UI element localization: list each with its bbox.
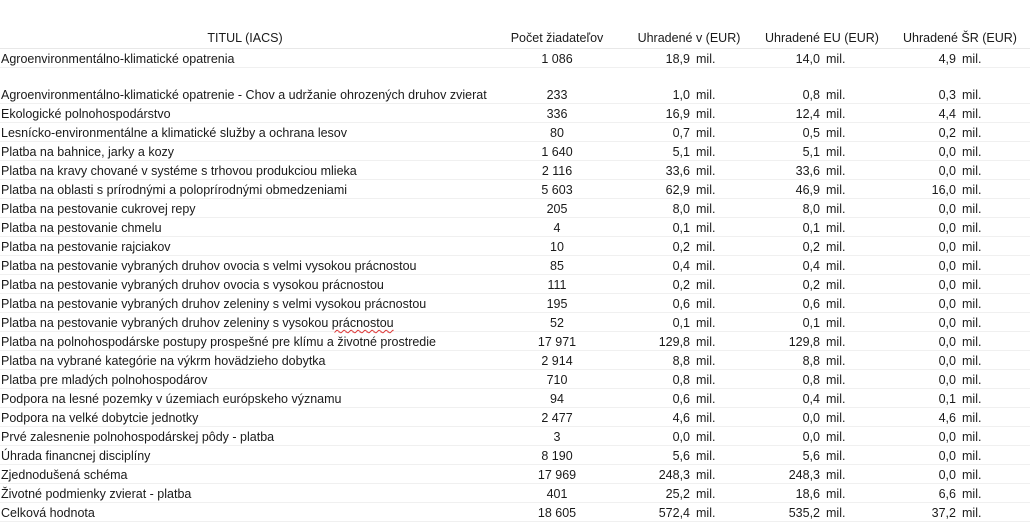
row-amount-total[interactable] [624, 123, 754, 142]
row-title[interactable]: Platba na pestovanie cukrovej repy [0, 199, 490, 218]
row-count[interactable]: 205 [490, 199, 624, 218]
row-amount-sr[interactable] [890, 218, 1030, 237]
row-amount-total[interactable] [624, 161, 754, 180]
amount-unit: mil. [826, 107, 846, 121]
amount-value: 0,0 [938, 278, 956, 292]
row-amount-total[interactable] [624, 503, 754, 522]
amount-value: 18,6 [795, 487, 820, 501]
row-amount-total[interactable] [624, 142, 754, 161]
row-amount-sr[interactable] [890, 427, 1030, 446]
row-count[interactable]: 94 [490, 389, 624, 408]
amount-unit: mil. [696, 373, 716, 387]
amount-value: 0,0 [802, 411, 820, 425]
row-title[interactable]: Agroenvironmentálno-klimatické opatrenie - Chov a udržanie ohrozených druhov zvierat [0, 68, 490, 104]
amount-value: 33,6 [795, 164, 820, 178]
table-row [0, 294, 1030, 313]
table-row [0, 427, 1030, 446]
row-amount-total[interactable] [624, 294, 754, 313]
row-amount-total[interactable] [624, 49, 754, 68]
row-amount-total[interactable] [624, 218, 754, 237]
row-amount-eu[interactable] [754, 237, 890, 256]
amount-unit: mil. [962, 373, 982, 387]
amount-unit: mil. [962, 354, 982, 368]
amount-unit: mil. [826, 278, 846, 292]
amount-unit: mil. [962, 145, 982, 159]
amount-value: 0,8 [802, 373, 820, 387]
row-amount-total[interactable] [624, 199, 754, 218]
amount-unit: mil. [696, 88, 716, 102]
amount-value: 0,6 [672, 297, 690, 311]
amount-value: 0,1 [802, 221, 820, 235]
row-count[interactable]: 111 [490, 275, 624, 294]
amount-unit: mil. [696, 278, 716, 292]
row-title[interactable]: Podpora na lesné pozemky v územiach európskeho významu [0, 389, 490, 408]
table-row [0, 332, 1030, 351]
amount-unit: mil. [962, 449, 982, 463]
amount-unit: mil. [962, 430, 982, 444]
amount-value: 0,0 [938, 335, 956, 349]
amount-value: 0,2 [802, 278, 820, 292]
amount-value: 6,6 [938, 487, 956, 501]
row-amount-sr[interactable] [890, 49, 1030, 68]
header-paid-total[interactable]: Uhradené v (EUR) [624, 28, 754, 49]
row-amount-eu[interactable] [754, 332, 890, 351]
row-title[interactable]: Podpora na velké dobytcie jednotky [0, 408, 490, 427]
amount-value: 8,0 [802, 202, 820, 216]
amount-unit: mil. [826, 354, 846, 368]
amount-value: 5,6 [802, 449, 820, 463]
row-count[interactable]: 17 971 [490, 332, 624, 351]
amount-value: 0,0 [938, 373, 956, 387]
amount-value: 0,4 [672, 259, 690, 273]
amount-value: 0,0 [938, 430, 956, 444]
row-title[interactable]: Platba na vybrané kategórie na výkrm hovädzieho dobytka [0, 351, 490, 370]
amount-unit: mil. [826, 88, 846, 102]
row-title[interactable]: Platba na bahnice, jarky a kozy [0, 142, 490, 161]
row-amount-sr[interactable] [890, 446, 1030, 465]
row-amount-eu[interactable] [754, 446, 890, 465]
amount-unit: mil. [696, 240, 716, 254]
amount-unit: mil. [826, 145, 846, 159]
amount-unit: mil. [826, 202, 846, 216]
amount-value: 5,1 [672, 145, 690, 159]
row-count[interactable]: 2 914 [490, 351, 624, 370]
row-amount-eu[interactable] [754, 389, 890, 408]
amount-unit: mil. [962, 392, 982, 406]
header-paid-eu[interactable]: Uhradené EU (EUR) [754, 28, 890, 49]
amount-unit: mil. [696, 145, 716, 159]
amount-unit: mil. [826, 316, 846, 330]
table-row [0, 275, 1030, 294]
row-count[interactable]: 80 [490, 123, 624, 142]
amount-unit: mil. [962, 468, 982, 482]
row-amount-eu[interactable] [754, 104, 890, 123]
table-row [0, 49, 1030, 68]
header-title[interactable]: TITUL (IACS) [0, 28, 490, 49]
amount-unit: mil. [696, 221, 716, 235]
table-row [0, 256, 1030, 275]
table-row [0, 408, 1030, 427]
amount-unit: mil. [826, 221, 846, 235]
amount-unit: mil. [826, 297, 846, 311]
row-amount-sr[interactable] [890, 256, 1030, 275]
table-row [0, 161, 1030, 180]
row-amount-eu[interactable] [754, 351, 890, 370]
row-count[interactable]: 4 [490, 218, 624, 237]
row-amount-total[interactable] [624, 370, 754, 389]
amount-unit: mil. [826, 392, 846, 406]
row-amount-sr[interactable] [890, 104, 1030, 123]
amount-unit: mil. [826, 468, 846, 482]
row-count[interactable]: 2 116 [490, 161, 624, 180]
table-row [0, 389, 1030, 408]
table-row [0, 199, 1030, 218]
amount-unit: mil. [696, 392, 716, 406]
row-amount-total[interactable] [624, 104, 754, 123]
amount-unit: mil. [962, 316, 982, 330]
amount-unit: mil. [962, 126, 982, 140]
amount-value: 0,0 [938, 316, 956, 330]
row-count[interactable]: 52 [490, 313, 624, 332]
row-amount-sr[interactable] [890, 123, 1030, 142]
amount-unit: mil. [696, 297, 716, 311]
amount-unit: mil. [826, 240, 846, 254]
table-row [0, 218, 1030, 237]
row-amount-eu[interactable] [754, 180, 890, 199]
row-amount-sr[interactable] [890, 351, 1030, 370]
row-title[interactable]: Zjednodušená schéma [0, 465, 490, 484]
amount-unit: mil. [962, 52, 982, 66]
payments-table [0, 28, 1030, 522]
row-amount-eu[interactable] [754, 199, 890, 218]
header-row [0, 28, 1030, 49]
amount-value: 0,1 [938, 392, 956, 406]
amount-value: 0,1 [672, 316, 690, 330]
row-count[interactable]: 5 603 [490, 180, 624, 199]
row-amount-total[interactable] [624, 484, 754, 503]
row-count[interactable]: 2 477 [490, 408, 624, 427]
row-amount-eu[interactable] [754, 123, 890, 142]
amount-value: 5,6 [672, 449, 690, 463]
row-amount-sr[interactable] [890, 161, 1030, 180]
row-amount-sr[interactable] [890, 275, 1030, 294]
row-title[interactable]: Platba na kravy chované v systéme s trhovou produkciou mlieka [0, 161, 490, 180]
amount-value: 0,0 [938, 164, 956, 178]
row-amount-sr[interactable] [890, 180, 1030, 199]
amount-unit: mil. [826, 126, 846, 140]
amount-value: 129,8 [658, 335, 690, 349]
row-amount-eu[interactable] [754, 427, 890, 446]
row-amount-total[interactable] [624, 408, 754, 427]
row-amount-sr[interactable] [890, 237, 1030, 256]
header-paid-sr[interactable]: Uhradené ŠR (EUR) [890, 28, 1030, 49]
row-amount-sr[interactable] [890, 389, 1030, 408]
row-amount-total[interactable] [624, 313, 754, 332]
amount-value: 0,0 [802, 430, 820, 444]
amount-unit: mil. [962, 335, 982, 349]
row-amount-eu[interactable] [754, 49, 890, 68]
row-title-text: Platba na pestovanie vybraných druhov zeleniny s vysokou [1, 316, 332, 330]
amount-unit: mil. [962, 297, 982, 311]
amount-value: 0,8 [672, 373, 690, 387]
row-count[interactable]: 401 [490, 484, 624, 503]
amount-value: 8,8 [802, 354, 820, 368]
amount-value: 4,6 [672, 411, 690, 425]
amount-value: 25,2 [665, 487, 690, 501]
row-amount-eu[interactable] [754, 503, 890, 522]
row-amount-total[interactable] [624, 68, 754, 104]
amount-unit: mil. [962, 487, 982, 501]
row-amount-eu[interactable] [754, 275, 890, 294]
amount-value: 46,9 [795, 183, 820, 197]
table-row [0, 503, 1030, 522]
amount-value: 0,6 [672, 392, 690, 406]
amount-unit: mil. [826, 164, 846, 178]
row-count[interactable]: 3 [490, 427, 624, 446]
row-count[interactable]: 336 [490, 104, 624, 123]
amount-unit: mil. [696, 183, 716, 197]
amount-value: 33,6 [665, 164, 690, 178]
spellcheck-flagged-word[interactable]: prácnostou [331, 316, 394, 330]
row-amount-sr[interactable] [890, 313, 1030, 332]
table-row [0, 313, 1030, 332]
row-amount-total[interactable] [624, 351, 754, 370]
table-row [0, 104, 1030, 123]
table-row [0, 370, 1030, 389]
row-amount-sr[interactable] [890, 68, 1030, 104]
table-row [0, 142, 1030, 161]
amount-value: 0,0 [938, 354, 956, 368]
amount-unit: mil. [962, 506, 982, 520]
amount-value: 0,4 [802, 392, 820, 406]
header-count[interactable]: Počet žiadateľov [490, 28, 624, 49]
row-amount-eu[interactable] [754, 256, 890, 275]
row-title[interactable]: Platba na oblasti s prírodnými a poloprírodnými obmedzeniami [0, 180, 490, 199]
amount-unit: mil. [962, 259, 982, 273]
row-amount-sr[interactable] [890, 484, 1030, 503]
table-row [0, 180, 1030, 199]
row-amount-sr[interactable] [890, 465, 1030, 484]
amount-unit: mil. [696, 487, 716, 501]
row-amount-sr[interactable] [890, 370, 1030, 389]
amount-value: 0,2 [672, 240, 690, 254]
amount-value: 248,3 [658, 468, 690, 482]
table-row [0, 484, 1030, 503]
row-amount-total[interactable] [624, 180, 754, 199]
amount-value: 0,0 [938, 468, 956, 482]
row-title[interactable]: Ekologické polnohospodárstvo [0, 104, 490, 123]
amount-unit: mil. [962, 107, 982, 121]
amount-unit: mil. [826, 373, 846, 387]
amount-value: 572,4 [658, 506, 690, 520]
amount-value: 0,0 [938, 145, 956, 159]
amount-unit: mil. [962, 278, 982, 292]
top-band [0, 0, 1032, 28]
table-row [0, 351, 1030, 370]
amount-unit: mil. [826, 259, 846, 273]
row-count[interactable]: 85 [490, 256, 624, 275]
amount-value: 0,0 [938, 221, 956, 235]
amount-unit: mil. [826, 506, 846, 520]
amount-unit: mil. [826, 183, 846, 197]
amount-value: 0,1 [802, 316, 820, 330]
row-amount-sr[interactable] [890, 503, 1030, 522]
amount-value: 18,9 [665, 52, 690, 66]
amount-unit: mil. [962, 164, 982, 178]
table-row [0, 123, 1030, 142]
amount-unit: mil. [696, 259, 716, 273]
amount-unit: mil. [696, 107, 716, 121]
amount-value: 12,4 [795, 107, 820, 121]
row-count[interactable]: 1 086 [490, 49, 624, 68]
amount-value: 16,0 [931, 183, 956, 197]
amount-value: 16,9 [665, 107, 690, 121]
amount-value: 0,2 [802, 240, 820, 254]
amount-unit: mil. [696, 430, 716, 444]
amount-unit: mil. [962, 88, 982, 102]
table-row [0, 237, 1030, 256]
amount-unit: mil. [696, 335, 716, 349]
amount-value: 1,0 [672, 88, 690, 102]
amount-value: 0,2 [938, 126, 956, 140]
row-count[interactable]: 195 [490, 294, 624, 313]
amount-value: 0,0 [938, 240, 956, 254]
row-amount-eu[interactable] [754, 408, 890, 427]
amount-value: 0,0 [938, 297, 956, 311]
row-count[interactable]: 710 [490, 370, 624, 389]
row-amount-eu[interactable] [754, 313, 890, 332]
row-amount-eu[interactable] [754, 68, 890, 104]
table-row [0, 465, 1030, 484]
amount-unit: mil. [696, 506, 716, 520]
row-count[interactable]: 1 640 [490, 142, 624, 161]
amount-value: 535,2 [788, 506, 820, 520]
row-title[interactable]: Celková hodnota [0, 503, 490, 522]
amount-value: 4,4 [938, 107, 956, 121]
row-amount-eu[interactable] [754, 218, 890, 237]
amount-value: 4,9 [938, 52, 956, 66]
row-amount-total[interactable] [624, 389, 754, 408]
amount-unit: mil. [696, 354, 716, 368]
amount-unit: mil. [696, 202, 716, 216]
row-title[interactable]: Platba na pestovanie chmelu [0, 218, 490, 237]
row-title[interactable]: Agroenvironmentálno-klimatické opatrenia [0, 49, 490, 68]
row-amount-total[interactable] [624, 446, 754, 465]
amount-value: 0,7 [672, 126, 690, 140]
row-amount-total[interactable] [624, 256, 754, 275]
row-title[interactable]: Životné podmienky zvierat - platba [0, 484, 490, 503]
row-amount-eu[interactable] [754, 161, 890, 180]
amount-value: 0,0 [672, 430, 690, 444]
amount-unit: mil. [696, 411, 716, 425]
row-amount-total[interactable] [624, 332, 754, 351]
amount-value: 248,3 [788, 468, 820, 482]
amount-unit: mil. [962, 202, 982, 216]
row-amount-eu[interactable] [754, 465, 890, 484]
row-title[interactable]: Platba na pestovanie vybraných druhov ovocia s vysokou prácnostou [0, 275, 490, 294]
row-count[interactable]: 233 [490, 68, 624, 104]
amount-value: 62,9 [665, 183, 690, 197]
amount-unit: mil. [962, 183, 982, 197]
amount-unit: mil. [962, 411, 982, 425]
amount-unit: mil. [826, 430, 846, 444]
row-amount-total[interactable] [624, 465, 754, 484]
row-title[interactable]: Platba pre mladých polnohospodárov [0, 370, 490, 389]
amount-value: 5,1 [802, 145, 820, 159]
row-amount-total[interactable] [624, 427, 754, 446]
amount-unit: mil. [696, 468, 716, 482]
row-count[interactable]: 10 [490, 237, 624, 256]
row-title[interactable]: Platba na polnohospodárske postupy prospešné pre klímu a životné prostredie [0, 332, 490, 351]
amount-value: 0,0 [938, 259, 956, 273]
row-amount-sr[interactable] [890, 332, 1030, 351]
row-count[interactable]: 8 190 [490, 446, 624, 465]
row-amount-total[interactable] [624, 275, 754, 294]
row-amount-sr[interactable] [890, 408, 1030, 427]
amount-value: 8,0 [672, 202, 690, 216]
row-amount-eu[interactable] [754, 142, 890, 161]
amount-unit: mil. [696, 126, 716, 140]
row-title[interactable] [0, 313, 490, 332]
row-count[interactable]: 18 605 [490, 503, 624, 522]
row-amount-eu[interactable] [754, 294, 890, 313]
table-row [0, 446, 1030, 465]
row-count[interactable]: 17 969 [490, 465, 624, 484]
table-row [0, 68, 1030, 104]
amount-unit: mil. [826, 411, 846, 425]
amount-value: 129,8 [788, 335, 820, 349]
amount-unit: mil. [696, 316, 716, 330]
amount-value: 0,2 [672, 278, 690, 292]
amount-value: 8,8 [672, 354, 690, 368]
amount-value: 0,4 [802, 259, 820, 273]
amount-value: 0,0 [938, 202, 956, 216]
amount-unit: mil. [962, 221, 982, 235]
amount-value: 0,5 [802, 126, 820, 140]
amount-unit: mil. [962, 240, 982, 254]
amount-value: 0,3 [938, 88, 956, 102]
amount-unit: mil. [696, 449, 716, 463]
amount-value: 0,8 [802, 88, 820, 102]
row-amount-sr[interactable] [890, 142, 1030, 161]
row-amount-sr[interactable] [890, 294, 1030, 313]
amount-value: 0,0 [938, 449, 956, 463]
amount-value: 4,6 [938, 411, 956, 425]
amount-unit: mil. [696, 52, 716, 66]
row-title[interactable]: Platba na pestovanie rajciakov [0, 237, 490, 256]
row-title[interactable]: Prvé zalesnenie polnohospodárskej pôdy - platba [0, 427, 490, 446]
table-body [0, 49, 1030, 522]
amount-value: 0,6 [802, 297, 820, 311]
row-title[interactable]: Lesnícko-environmentálne a klimatické služby a ochrana lesov [0, 123, 490, 142]
amount-unit: mil. [826, 335, 846, 349]
row-amount-sr[interactable] [890, 199, 1030, 218]
row-amount-eu[interactable] [754, 484, 890, 503]
row-title[interactable]: Platba na pestovanie vybraných druhov ovocia s velmi vysokou prácnostou [0, 256, 490, 275]
amount-unit: mil. [826, 449, 846, 463]
amount-value: 14,0 [795, 52, 820, 66]
amount-value: 37,2 [931, 506, 956, 520]
row-title[interactable]: Platba na pestovanie vybraných druhov zeleniny s velmi vysokou prácnostou [0, 294, 490, 313]
amount-unit: mil. [696, 164, 716, 178]
row-amount-total[interactable] [624, 237, 754, 256]
amount-unit: mil. [826, 52, 846, 66]
amount-unit: mil. [826, 487, 846, 501]
row-amount-eu[interactable] [754, 370, 890, 389]
amount-value: 0,1 [672, 221, 690, 235]
row-title[interactable]: Úhrada financnej disciplíny [0, 446, 490, 465]
